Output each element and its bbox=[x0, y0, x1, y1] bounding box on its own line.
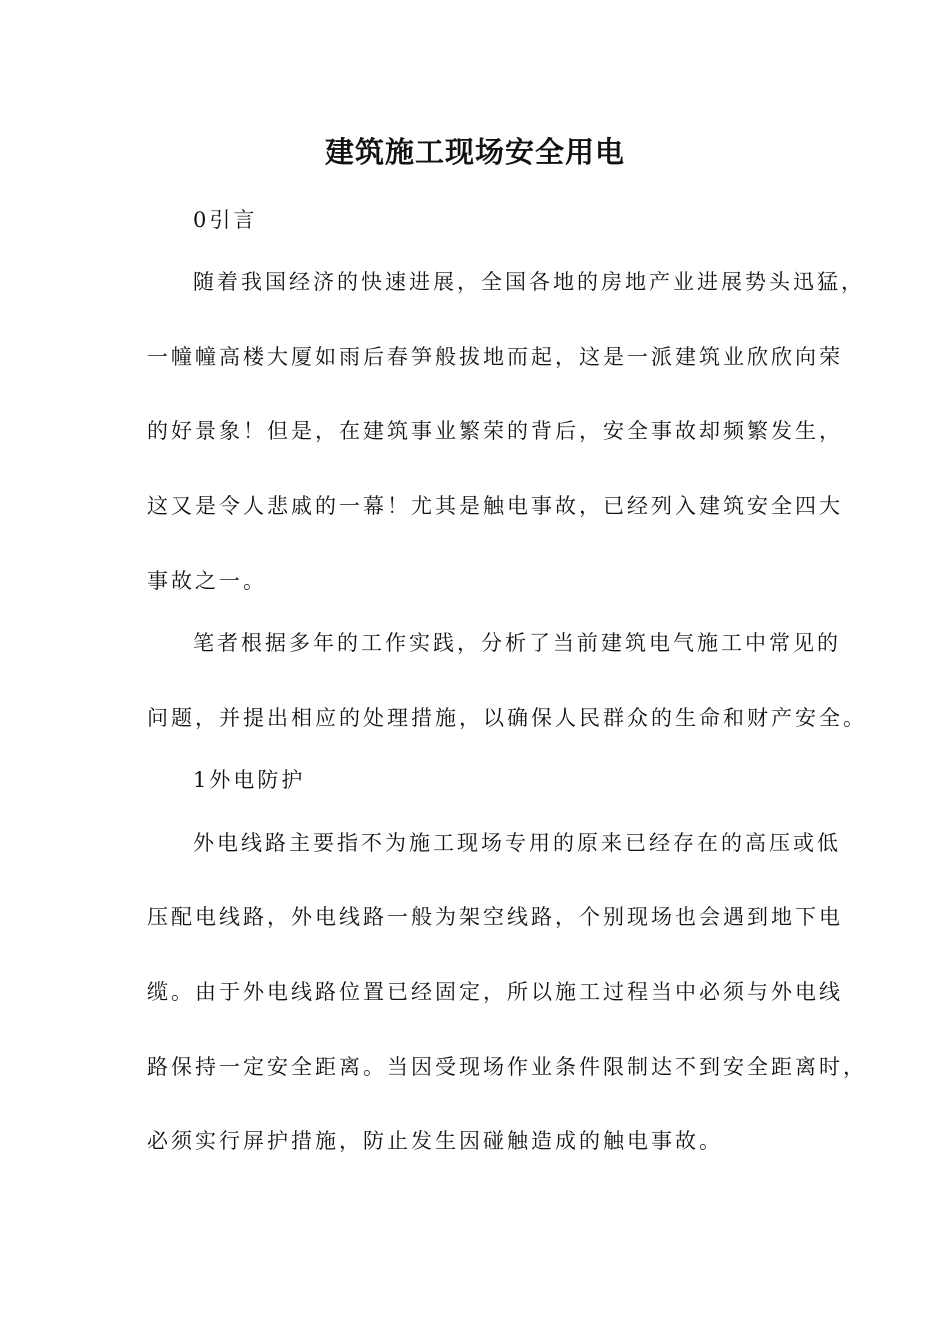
paragraph-line: 压配电线路，外电线路一般为架空线路，个别现场也会遇到地下电 bbox=[147, 905, 843, 929]
paragraph-line: 这又是令人悲戚的一幕！尤其是触电事故，已经列入建筑安全四大 bbox=[147, 494, 843, 518]
document-title: 建筑施工现场安全用电 bbox=[324, 135, 625, 169]
section-heading-external-power: 1外电防护 bbox=[193, 768, 306, 792]
paragraph-line: 问题，并提出相应的处理措施，以确保人民群众的生命和财产安全。 bbox=[147, 706, 867, 730]
paragraph-line: 一幢幢高楼大厦如雨后春笋般拔地而起，这是一派建筑业欣欣向荣 bbox=[147, 345, 843, 369]
paragraph-line: 笔者根据多年的工作实践，分析了当前建筑电气施工中常见的 bbox=[193, 631, 841, 655]
section-heading-intro: 0引言 bbox=[193, 208, 258, 232]
paragraph-line: 事故之一。 bbox=[147, 569, 267, 593]
paragraph-line: 外电线路主要指不为施工现场专用的原来已经存在的高压或低 bbox=[193, 831, 841, 855]
paragraph-line: 的好景象！但是，在建筑事业繁荣的背后，安全事故却频繁发生， bbox=[147, 419, 843, 443]
paragraph-line: 缆。由于外电线路位置已经固定，所以施工过程当中必须与外电线 bbox=[147, 980, 843, 1004]
paragraph-line: 随着我国经济的快速进展，全国各地的房地产业进展势头迅猛， bbox=[193, 270, 865, 294]
paragraph-line: 必须实行屏护措施，防止发生因碰触造成的触电事故。 bbox=[147, 1129, 723, 1153]
paragraph-line: 路保持一定安全距离。当因受现场作业条件限制达不到安全距离时， bbox=[147, 1055, 867, 1079]
